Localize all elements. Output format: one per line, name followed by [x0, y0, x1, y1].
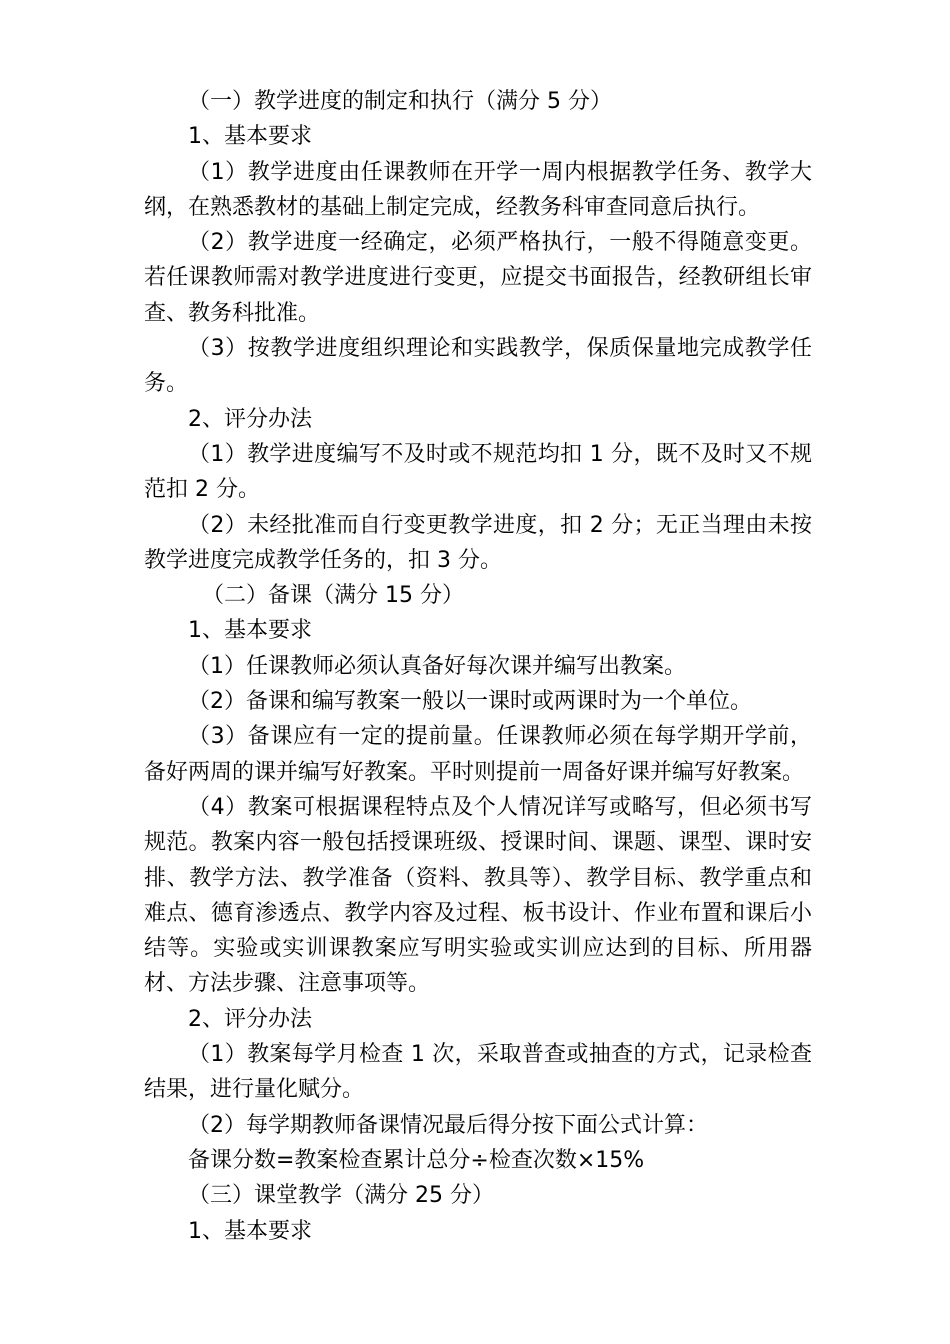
section-heading: （二）备课（满分 15 分） [202, 583, 464, 609]
paragraph: （3）备课应有一定的提前量。任课教师必须在每学期开学前，备好两周的课并编写好教案。平时则提前一周备好课并编写好教案。 [144, 724, 812, 785]
paragraph: （1）教案每学月检查 1 次，采取普查或抽查的方式，记录检查结果，进行量化赋分。 [144, 1042, 812, 1103]
paragraph: （1）教学进度编写不及时或不规范均扣 1 分，既不及时又不规范扣 2 分。 [144, 441, 812, 503]
paragraph: （2）每学期教师备课情况最后得分按下面公式计算： [188, 1112, 708, 1138]
paragraph: （4）教案可根据课程特点及个人情况详写或略写，但必须书写规范。教案内容一般包括授课班级、授课时间、课题、课型、课时安排、教学方法、教学准备（资料、教具等）、教学目标、教学重点和难点、德育渗透点、教学内容及过程、板书设计、作业布置和课后小结等。实验或实训课教案应写明实验或实训应达到的目标、所用器材、方法步骤、注意事项等。 [144, 794, 812, 997]
paragraph: （2）未经批准而自行变更教学进度，扣 2 分；无正当理由未按教学进度完成教学任务的，扣 3 分。 [144, 512, 812, 573]
section-heading: （三）课堂教学（满分 25 分） [188, 1183, 494, 1209]
section-heading: （一）教学进度的制定和执行（满分 5 分） [188, 89, 612, 114]
subsection-heading: 2、评分办法 [188, 1006, 312, 1032]
subsection-heading: 1、基本要求 [188, 618, 312, 644]
paragraph: （2）备课和编写教案一般以一课时或两课时为一个单位。 [188, 689, 752, 715]
paragraph: （3）按教学进度组织理论和实践教学，保质保量地完成教学任务。 [144, 336, 812, 397]
paragraph: （1）任课教师必须认真备好每次课并编写出教案。 [188, 653, 686, 679]
subsection-heading: 1、基本要求 [188, 124, 312, 150]
subsection-heading: 2、评分办法 [188, 406, 312, 432]
document-body [144, 84, 812, 1249]
subsection-heading: 1、基本要求 [188, 1218, 312, 1244]
paragraph: （1）教学进度由任课教师在开学一周内根据教学任务、教学大纲，在熟悉教材的基础上制定完成，经教务科审查同意后执行。 [144, 159, 812, 220]
paragraph: （2）教学进度一经确定，必须严格执行，一般不得随意变更。若任课教师需对教学进度进行变更，应提交书面报告，经教研组长审查、教务科批准。 [144, 230, 812, 326]
formula-line: 备课分数=教案检查累计总分÷检查次数×15% [188, 1147, 645, 1173]
